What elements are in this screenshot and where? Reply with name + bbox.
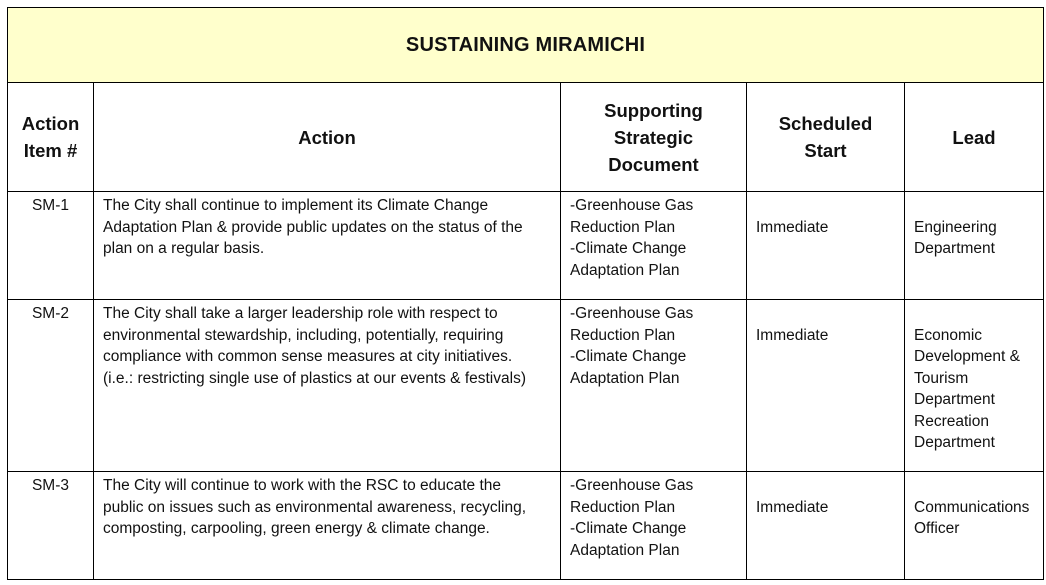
lead-department — [905, 300, 1044, 472]
lead-department — [905, 472, 1044, 580]
document-line: Adaptation Plan — [570, 369, 680, 387]
lead-line: Development & — [914, 348, 1020, 365]
header-line: Scheduled — [778, 113, 873, 134]
document-line: -Climate Change — [570, 520, 687, 537]
action-item-id: SM-3 — [8, 472, 94, 580]
action-line: The City will continue to work with the RSC to educate the — [103, 477, 502, 494]
table-row — [8, 300, 1044, 472]
header-line: Action — [298, 126, 356, 148]
header-line: Action — [21, 113, 80, 134]
action-line: compliance with common sense measures at city initiatives. — [103, 348, 513, 365]
header-row — [8, 83, 1044, 192]
document-line: -Greenhouse Gas — [570, 477, 694, 494]
lead-line: Engineering — [914, 218, 997, 236]
action-item-id: SM-2 — [8, 300, 94, 472]
document-line: -Greenhouse Gas — [570, 305, 694, 322]
supporting-documents — [561, 472, 747, 580]
header-action — [94, 83, 561, 192]
document-line: Reduction Plan — [570, 218, 676, 236]
lead-line: Officer — [914, 520, 960, 537]
action-plan-table — [7, 7, 1044, 580]
lead-line: Recreation — [914, 412, 989, 430]
action-line: public on issues such as environmental awareness, recycling, — [103, 498, 527, 516]
document-line: -Greenhouse Gas — [570, 197, 694, 214]
lead-line: Economic — [914, 326, 983, 344]
action-line: environmental stewardship, including, potentially, requiring — [103, 326, 504, 344]
header-supporting-document — [561, 83, 747, 192]
header-scheduled-start — [747, 83, 905, 192]
action-description — [94, 192, 561, 300]
table-row — [8, 192, 1044, 300]
header-line: Supporting — [604, 99, 703, 121]
action-description — [94, 472, 561, 580]
table-title: SUSTAINING MIRAMICHI — [8, 8, 1044, 83]
document-line: Adaptation Plan — [570, 261, 680, 279]
action-item-id: SM-1 — [8, 192, 94, 300]
document-line: -Climate Change — [570, 348, 687, 365]
header-line: Start — [804, 140, 847, 161]
header-line: Strategic — [613, 126, 694, 148]
action-line: (i.e.: restricting single use of plastics at our events & festivals) — [103, 369, 526, 387]
scheduled-start: Immediate — [747, 192, 905, 300]
document-line: -Climate Change — [570, 240, 687, 257]
action-line: plan on a regular basis. — [103, 240, 265, 257]
lead-department — [905, 192, 1044, 300]
supporting-documents — [561, 192, 747, 300]
header-line: Item # — [23, 140, 78, 161]
action-line: The City shall continue to implement its Climate Change — [103, 197, 489, 214]
scheduled-start: Immediate — [747, 300, 905, 472]
lead-line: Tourism — [914, 369, 969, 387]
lead-line: Communications — [914, 498, 1030, 516]
action-line: Adaptation Plan & provide public updates on the status of the — [103, 218, 523, 236]
lead-line: Department — [914, 240, 995, 257]
header-lead — [905, 83, 1044, 192]
table-row — [8, 472, 1044, 580]
action-line: The City shall take a larger leadership role with respect to — [103, 305, 498, 322]
lead-line: Department — [914, 434, 995, 451]
header-action-item-number — [8, 83, 94, 192]
action-description — [94, 300, 561, 472]
scheduled-start: Immediate — [747, 472, 905, 580]
document-line: Adaptation Plan — [570, 541, 680, 559]
header-line: Document — [608, 153, 699, 175]
document-line: Reduction Plan — [570, 498, 676, 516]
supporting-documents — [561, 300, 747, 472]
header-line: Lead — [952, 126, 996, 148]
action-line: composting, carpooling, green energy & climate change. — [103, 520, 490, 537]
title-row — [8, 8, 1044, 83]
lead-line: Department — [914, 391, 995, 408]
document-line: Reduction Plan — [570, 326, 676, 344]
